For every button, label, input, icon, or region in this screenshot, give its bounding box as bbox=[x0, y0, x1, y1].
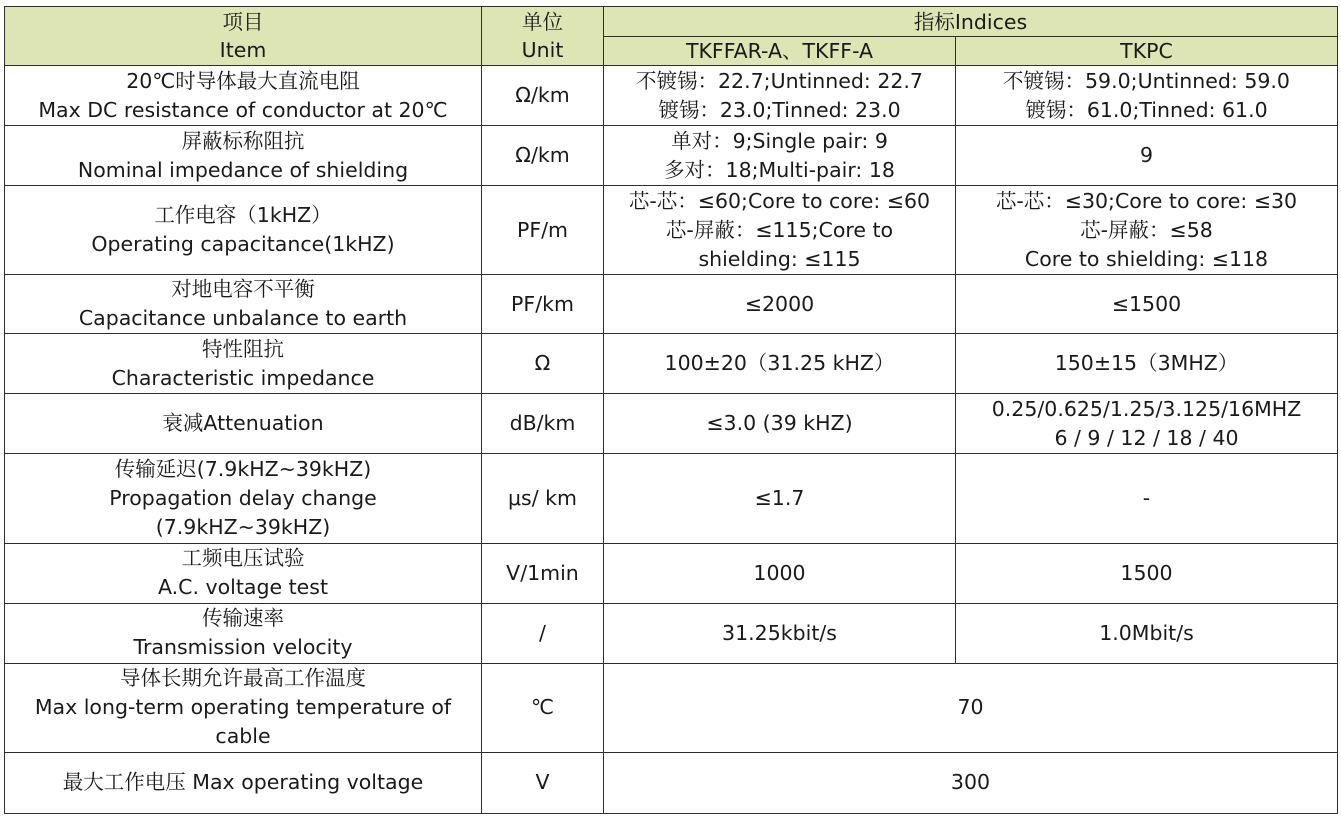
merged-value-cell bbox=[604, 752, 1338, 813]
header-unit-label-en: Unit bbox=[521, 38, 564, 63]
header-indices-label: 指标Indices bbox=[913, 9, 1028, 34]
value-text: 单对：9;Single pair: 9 bbox=[671, 128, 888, 153]
unit-cell bbox=[482, 454, 604, 543]
unit-cell bbox=[482, 126, 604, 186]
value-text: 31.25kbit/s bbox=[722, 620, 837, 645]
unit-text: Ω bbox=[534, 351, 551, 376]
value-text: 1500 bbox=[1120, 560, 1173, 585]
header-indices-cell bbox=[604, 7, 1338, 37]
variant-b-cell bbox=[956, 394, 1338, 454]
header-item-label-zh: 项目 bbox=[222, 10, 264, 35]
item-text: 特性阻抗 bbox=[202, 336, 284, 361]
value-text: 1.0Mbit/s bbox=[1099, 620, 1194, 645]
variant-b-cell bbox=[956, 454, 1338, 543]
value-text: 不镀锡：22.7;Untinned: 22.7 bbox=[636, 68, 923, 93]
table-row bbox=[5, 126, 1338, 186]
item-cell bbox=[5, 603, 482, 663]
value-text: 镀锡：61.0;Tinned: 61.0 bbox=[1025, 97, 1268, 122]
item-text: 20℃时导体最大直流电阻 bbox=[126, 68, 360, 93]
value-text: 镀锡：23.0;Tinned: 23.0 bbox=[658, 97, 901, 122]
value-text: 150±15（3MHZ） bbox=[1054, 351, 1239, 376]
item-text: 工作电容（1kHZ） bbox=[154, 203, 332, 228]
header-unit-label-zh: 单位 bbox=[522, 10, 563, 35]
unit-cell bbox=[482, 603, 604, 663]
item-text: Capacitance unbalance to earth bbox=[78, 306, 408, 331]
unit-cell bbox=[482, 752, 604, 813]
value-text: 芯-芯：≤30;Core to core: ≤30 bbox=[995, 188, 1298, 213]
unit-cell bbox=[482, 394, 604, 454]
item-text: 衰减Attenuation bbox=[162, 411, 324, 436]
header-item-label-en: Item bbox=[219, 38, 267, 63]
item-text: Characteristic impedance bbox=[111, 365, 375, 390]
variant-a-cell bbox=[604, 275, 956, 334]
header-variant-b-label: TKPC bbox=[1120, 39, 1173, 64]
value-text: ≤1500 bbox=[1111, 291, 1182, 316]
unit-text: PF/km bbox=[511, 291, 574, 316]
item-text: 导体长期允许最高工作温度 bbox=[120, 666, 366, 691]
unit-cell bbox=[482, 334, 604, 394]
unit-text: / bbox=[539, 620, 546, 645]
item-text: 传输延迟(7.9kHZ~39kHZ) bbox=[114, 457, 372, 482]
variant-b-cell bbox=[956, 275, 1338, 334]
unit-text: PF/m bbox=[516, 217, 569, 242]
variant-a-cell bbox=[604, 543, 956, 603]
item-cell bbox=[5, 394, 482, 454]
item-cell bbox=[5, 126, 482, 186]
item-text: Transmission velocity bbox=[133, 635, 353, 660]
item-text: 最大工作电压 Max operating voltage bbox=[62, 770, 424, 795]
value-text: ≤3.0 (39 kHZ) bbox=[706, 411, 853, 436]
unit-text: μs/ km bbox=[508, 486, 577, 511]
item-cell bbox=[5, 543, 482, 603]
item-text: Max long-term operating temperature of bbox=[34, 695, 452, 720]
value-text: 0.25/0.625/1.25/3.125/16MHZ bbox=[991, 396, 1302, 421]
table-row bbox=[5, 275, 1338, 334]
variant-b-cell bbox=[956, 126, 1338, 186]
value-text: 9 bbox=[1139, 143, 1154, 168]
header-item-cell bbox=[5, 7, 482, 66]
table-row bbox=[5, 454, 1338, 543]
variant-b-cell bbox=[956, 603, 1338, 663]
table-row bbox=[5, 663, 1338, 752]
item-text: Max DC resistance of conductor at 20℃ bbox=[38, 97, 448, 122]
table-row bbox=[5, 186, 1338, 275]
header-variant-a-label: TKFFAR-A、TKFF-A bbox=[685, 39, 874, 64]
item-text: 传输速率 bbox=[202, 606, 284, 631]
item-text: 对地电容不平衡 bbox=[171, 277, 315, 302]
value-text: ≤2000 bbox=[744, 291, 815, 316]
header-variant-b-cell bbox=[956, 37, 1338, 66]
table-row bbox=[5, 603, 1338, 663]
value-text: 70 bbox=[957, 695, 984, 720]
unit-cell bbox=[482, 663, 604, 752]
item-cell bbox=[5, 66, 482, 126]
value-text: Core to shielding: ≤118 bbox=[1024, 246, 1269, 271]
unit-cell bbox=[482, 275, 604, 334]
item-text: A.C. voltage test bbox=[157, 575, 328, 600]
value-text: 芯-芯：≤60;Core to core: ≤60 bbox=[628, 188, 931, 213]
variant-a-cell bbox=[604, 66, 956, 126]
item-cell bbox=[5, 663, 482, 752]
item-text: Operating capacitance(1kHZ) bbox=[91, 232, 395, 257]
item-cell bbox=[5, 186, 482, 275]
value-text: 芯-屏蔽：≤115;Core to bbox=[665, 217, 894, 242]
variant-a-cell bbox=[604, 454, 956, 543]
table-row bbox=[5, 752, 1338, 813]
value-text: - bbox=[1142, 486, 1151, 511]
unit-text: V bbox=[535, 770, 550, 795]
variant-b-cell bbox=[956, 334, 1338, 394]
table-row bbox=[5, 66, 1338, 126]
unit-cell bbox=[482, 66, 604, 126]
header-unit-cell bbox=[482, 7, 604, 66]
value-text: ≤1.7 bbox=[754, 486, 805, 511]
value-text: 100±20（31.25 kHZ） bbox=[664, 351, 895, 376]
unit-text: ℃ bbox=[530, 695, 555, 720]
value-text: 多对：18;Multi-pair: 18 bbox=[664, 157, 895, 182]
variant-a-cell bbox=[604, 394, 956, 454]
table-row bbox=[5, 394, 1338, 454]
merged-value-cell bbox=[604, 663, 1338, 752]
spec-table bbox=[4, 6, 1338, 814]
unit-text: Ω/km bbox=[515, 83, 570, 108]
unit-text: dB/km bbox=[509, 411, 576, 436]
variant-b-cell bbox=[956, 543, 1338, 603]
unit-text: V/1min bbox=[506, 560, 579, 585]
value-text: shielding: ≤115 bbox=[698, 246, 861, 271]
unit-text: Ω/km bbox=[515, 143, 570, 168]
table-row bbox=[5, 334, 1338, 394]
variant-a-cell bbox=[604, 186, 956, 275]
item-text: Propagation delay change bbox=[109, 486, 377, 511]
unit-cell bbox=[482, 186, 604, 275]
item-cell bbox=[5, 752, 482, 813]
variant-b-cell bbox=[956, 186, 1338, 275]
item-cell bbox=[5, 334, 482, 394]
variant-a-cell bbox=[604, 126, 956, 186]
header-variant-a-cell bbox=[604, 37, 956, 66]
item-text: Nominal impedance of shielding bbox=[77, 157, 409, 182]
item-text: cable bbox=[215, 724, 271, 749]
item-cell bbox=[5, 454, 482, 543]
table-row bbox=[5, 543, 1338, 603]
item-cell bbox=[5, 275, 482, 334]
variant-a-cell bbox=[604, 603, 956, 663]
item-text: 屏蔽标称阻抗 bbox=[181, 128, 305, 153]
variant-b-cell bbox=[956, 66, 1338, 126]
variant-a-cell bbox=[604, 334, 956, 394]
value-text: 芯-屏蔽：≤58 bbox=[1080, 217, 1213, 242]
value-text: 1000 bbox=[753, 560, 806, 585]
unit-cell bbox=[482, 543, 604, 603]
value-text: 300 bbox=[950, 770, 991, 795]
value-text: 6 / 9 / 12 / 18 / 40 bbox=[1054, 425, 1239, 450]
value-text: 不镀锡：59.0;Untinned: 59.0 bbox=[1003, 68, 1290, 93]
item-text: 工频电压试验 bbox=[181, 546, 305, 571]
item-text: (7.9kHZ~39kHZ) bbox=[155, 515, 331, 540]
